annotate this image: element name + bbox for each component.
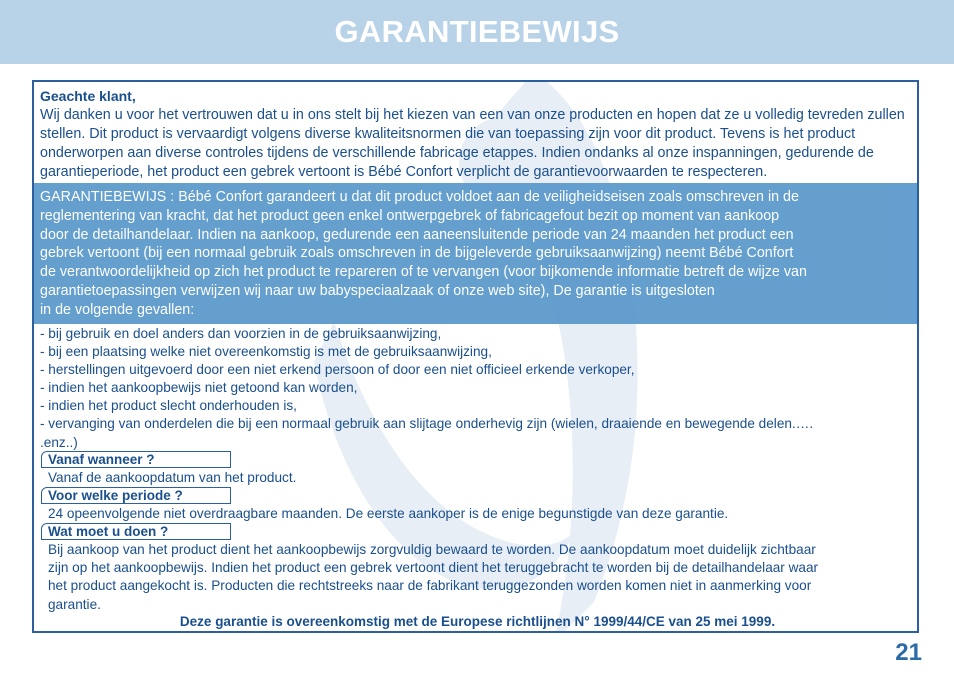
list-item: - indien het product slecht onderhouden is, [40,398,297,414]
header-banner [0,0,954,64]
legal-footnote: Deze garantie is overeenkomstig met de Europese richtlijnen N° 1999/44/CE van 25 mei 1999. [179,614,776,629]
greeting: Geachte klant, [40,88,136,104]
list-item: - vervanging van onderdelen die bij een normaal gebruik aan slijtage onderhevig zijn (wielen, draaiende en bewegende delen.…. .enz..) [40,416,814,450]
list-item: - bij gebruik en doel anders dan voorzien in de gebruiksaanwijzing, [40,326,442,341]
intro-block [40,87,919,182]
warranty-frame [32,80,919,633]
list-item: - bij een plaatsing welke niet overeenkomstig is met de gebruiksaanwijzing, [40,344,492,360]
question-label: Wat moet u doen ? [48,524,169,539]
question-label: Vanaf wanneer ? [48,452,155,467]
answer-text: Vanaf de aankoopdatum van het product. [48,470,297,485]
list-item: - indien het aankoopbewijs niet getoond kan worden, [40,380,358,396]
warranty-text: GARANTIEBEWIJS : Bébé Confort garandeert u dat dit product voldoet aan de veiligheidseisen zoals omschreven in de reglementering van kracht, dat het product geen enkel ontwerpgebrek of fabricagefout bezit op moment van aankoop door de detailhandelaar. Indien na aankoop, gedurende een aaneensluitende periode van 24 maanden het product een gebrek vertoont (bij een normaal gebruik zoals omschreven in de bijgeleverde gebruiksaanwijzing) neemt Bébé Confort de verantwoordelijkheid op zich het product te repareren of te vervangen (voor bijkomende informatie betreft de wijze van garantietoepassingen verwijzen wij naar uw babyspeciaalzaak of onze web site), De garantie is uitgesloten in de volgende gevallen: [40,189,807,318]
list-item: - herstellingen uitgevoerd door een niet erkend persoon of door een niet officieel erkende verkoper, [40,362,635,378]
page-number: 21 [895,639,922,666]
answer-text: Bij aankoop van het product dient het aankoopbewijs zorgvuldig bewaard te worden. De aankoopdatum moet duidelijk zichtbaar zijn op het aankoopbewijs. Indien het product een gebrek vertoont dient het teruggebracht te worden bij de detailhandelaar waar het product aangekocht is. Producten die rechtstreeks naar de fabrikant teruggezonden worden komen niet in aanmerking voor garantie. [48,542,819,612]
answer-text: 24 opeenvolgende niet overdraagbare maanden. De eerste aankoper is de enige begunstigde van deze garantie. [48,506,729,521]
warranty-band [34,183,919,324]
question-label: Voor welke periode ? [48,488,183,503]
exclusion-list [40,325,919,452]
page-title: GARANTIEBEWIJS [334,14,620,49]
intro-text: Wij danken u voor het vertrouwen dat u in ons stelt bij het kiezen van een van onze producten en hopen dat ze u volledig tevreden zullen stellen. Dit product is vervaardigt volgens diverse kwaliteitsnormen die van toepassing zijn voor dit product. Tevens is het product onderworpen aan diverse controles tijdens de verschillende fabricage etappes. Indien ondanks al onze inspanningen, gedurende de garantieperiode, het product een gebrek vertoont is Bébé Confort verplicht de garantievoorwaarden te respecteren. [40,107,905,180]
